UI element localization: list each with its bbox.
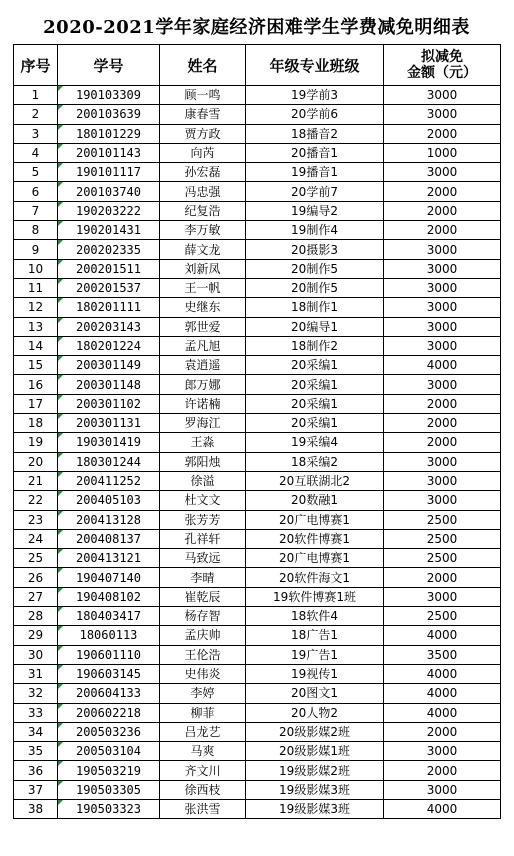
cell-class[interactable]: 19视传1 [246, 664, 384, 683]
cell-amount[interactable]: 2000 [384, 761, 501, 780]
cell-student-id[interactable]: 200301148 [58, 375, 160, 394]
cell-index[interactable]: 10 [14, 259, 58, 278]
header-amount-line2: 金额（元） [407, 65, 477, 81]
table-row [14, 742, 501, 761]
cell-amount[interactable]: 3000 [384, 452, 501, 471]
cell-class[interactable]: 20软件博赛1 [246, 529, 384, 548]
cell-name[interactable]: 柳菲 [160, 703, 246, 722]
table-row [14, 722, 501, 741]
cell-amount[interactable]: 3000 [384, 375, 501, 394]
cell-student-id[interactable]: 200604133 [58, 684, 160, 703]
cell-student-id[interactable]: 200101143 [58, 143, 160, 162]
cell-student-id[interactable]: 190203222 [58, 201, 160, 220]
cell-class[interactable]: 18制作2 [246, 336, 384, 355]
cell-index[interactable]: 24 [14, 529, 58, 548]
cell-index[interactable]: 19 [14, 433, 58, 452]
cell-amount[interactable]: 2000 [384, 414, 501, 433]
cell-class[interactable]: 20编导1 [246, 317, 384, 336]
header-index[interactable]: 序号 [14, 45, 58, 86]
cell-student-id[interactable]: 190201431 [58, 221, 160, 240]
cell-index[interactable]: 23 [14, 510, 58, 529]
cell-index[interactable]: 32 [14, 684, 58, 703]
cell-name[interactable]: 孔祥轩 [160, 529, 246, 548]
cell-index[interactable]: 34 [14, 722, 58, 741]
cell-index[interactable]: 1 [14, 86, 58, 105]
cell-class[interactable]: 20图文1 [246, 684, 384, 703]
cell-amount[interactable]: 4000 [384, 626, 501, 645]
cell-amount[interactable]: 2000 [384, 433, 501, 452]
cell-name[interactable]: 马致远 [160, 549, 246, 568]
cell-student-id[interactable]: 18060113 [58, 626, 160, 645]
cell-name[interactable]: 罗海江 [160, 414, 246, 433]
cell-index[interactable]: 9 [14, 240, 58, 259]
cell-index[interactable]: 11 [14, 278, 58, 297]
table-row [14, 182, 501, 201]
cell-name[interactable]: 顾一鸣 [160, 86, 246, 105]
cell-class[interactable]: 19学前3 [246, 86, 384, 105]
cell-student-id[interactable]: 200602218 [58, 703, 160, 722]
table-row [14, 452, 501, 471]
spreadsheet [13, 12, 500, 819]
table-row [14, 394, 501, 413]
table-row [14, 491, 501, 510]
table-row [14, 414, 501, 433]
cell-index[interactable]: 2 [14, 105, 58, 124]
table-row [14, 780, 501, 799]
table-row [14, 124, 501, 143]
cell-class[interactable]: 19级影媒3班 [246, 780, 384, 799]
cell-amount[interactable]: 3000 [384, 278, 501, 297]
cell-amount[interactable]: 3000 [384, 298, 501, 317]
header-class[interactable]: 年级专业班级 [246, 45, 384, 86]
cell-amount[interactable]: 2500 [384, 510, 501, 529]
cell-class[interactable]: 20广电博赛1 [246, 510, 384, 529]
cell-name[interactable]: 崔乾辰 [160, 587, 246, 606]
cell-index[interactable]: 35 [14, 742, 58, 761]
cell-class[interactable]: 20采编1 [246, 394, 384, 413]
cell-class[interactable]: 19播音1 [246, 163, 384, 182]
cell-student-id[interactable]: 190301419 [58, 433, 160, 452]
cell-student-id[interactable]: 200201537 [58, 278, 160, 297]
table-row [14, 799, 501, 818]
cell-amount[interactable]: 3000 [384, 587, 501, 606]
cell-class[interactable]: 19编导2 [246, 201, 384, 220]
cell-name[interactable]: 康春雪 [160, 105, 246, 124]
cell-student-id[interactable]: 190603145 [58, 664, 160, 683]
cell-name[interactable]: 史伟炎 [160, 664, 246, 683]
table-row [14, 761, 501, 780]
cell-class[interactable]: 19软件博赛1班 [246, 587, 384, 606]
cell-class[interactable]: 18软件4 [246, 607, 384, 626]
cell-index[interactable]: 7 [14, 201, 58, 220]
cell-student-id[interactable]: 190503305 [58, 780, 160, 799]
table-row [14, 568, 501, 587]
cell-amount[interactable]: 2000 [384, 201, 501, 220]
cell-index[interactable]: 20 [14, 452, 58, 471]
cell-student-id[interactable]: 200202335 [58, 240, 160, 259]
cell-amount[interactable]: 3000 [384, 163, 501, 182]
cell-student-id[interactable]: 200413121 [58, 549, 160, 568]
cell-class[interactable]: 20学前7 [246, 182, 384, 201]
table-row [14, 163, 501, 182]
cell-student-id[interactable]: 190103309 [58, 86, 160, 105]
cell-amount[interactable]: 2500 [384, 607, 501, 626]
cell-amount[interactable]: 2000 [384, 182, 501, 201]
cell-name[interactable]: 郭阳烛 [160, 452, 246, 471]
cell-class[interactable]: 19级影媒2班 [246, 761, 384, 780]
cell-amount[interactable]: 4000 [384, 799, 501, 818]
cell-name[interactable]: 郭世爱 [160, 317, 246, 336]
cell-amount[interactable]: 3000 [384, 259, 501, 278]
cell-name[interactable]: 徐西枝 [160, 780, 246, 799]
cell-index[interactable]: 31 [14, 664, 58, 683]
cell-index[interactable]: 25 [14, 549, 58, 568]
table-row [14, 645, 501, 664]
cell-index[interactable]: 8 [14, 221, 58, 240]
cell-student-id[interactable]: 180201224 [58, 336, 160, 355]
cell-student-id[interactable]: 200201511 [58, 259, 160, 278]
cell-name[interactable]: 李婷 [160, 684, 246, 703]
table-row [14, 703, 501, 722]
table-row [14, 278, 501, 297]
cell-name[interactable]: 王一帆 [160, 278, 246, 297]
header-name[interactable]: 姓名 [160, 45, 246, 86]
cell-name[interactable]: 吕龙艺 [160, 722, 246, 741]
cell-index[interactable]: 28 [14, 607, 58, 626]
cell-student-id[interactable]: 190503323 [58, 799, 160, 818]
cell-name[interactable]: 杨存智 [160, 607, 246, 626]
cell-amount[interactable]: 3000 [384, 240, 501, 259]
cell-name[interactable]: 张芳芳 [160, 510, 246, 529]
cell-amount[interactable]: 2500 [384, 529, 501, 548]
table-row [14, 587, 501, 606]
cell-student-id[interactable]: 180201111 [58, 298, 160, 317]
cell-student-id[interactable]: 180101229 [58, 124, 160, 143]
cell-class[interactable]: 18制作1 [246, 298, 384, 317]
cell-class[interactable]: 20人物2 [246, 703, 384, 722]
table-row [14, 336, 501, 355]
header-row [14, 45, 501, 86]
cell-student-id[interactable]: 200405103 [58, 491, 160, 510]
cell-name[interactable]: 薛文龙 [160, 240, 246, 259]
cell-student-id[interactable]: 200103740 [58, 182, 160, 201]
cell-index[interactable]: 14 [14, 336, 58, 355]
cell-index[interactable]: 6 [14, 182, 58, 201]
cell-name[interactable]: 张洪雪 [160, 799, 246, 818]
cell-amount[interactable]: 2000 [384, 124, 501, 143]
cell-name[interactable]: 杜文文 [160, 491, 246, 510]
cell-amount[interactable]: 3000 [384, 780, 501, 799]
cell-class[interactable]: 19级影媒3班 [246, 799, 384, 818]
table-row [14, 86, 501, 105]
cell-name[interactable]: 刘新凤 [160, 259, 246, 278]
cell-student-id[interactable]: 190101117 [58, 163, 160, 182]
table-row [14, 105, 501, 124]
cell-index[interactable]: 37 [14, 780, 58, 799]
cell-amount[interactable]: 1000 [384, 143, 501, 162]
cell-student-id[interactable]: 190408102 [58, 587, 160, 606]
cell-amount[interactable]: 3000 [384, 471, 501, 490]
cell-student-id[interactable]: 200503236 [58, 722, 160, 741]
cell-class[interactable]: 20级影媒2班 [246, 722, 384, 741]
cell-class[interactable]: 20互联湖北2 [246, 471, 384, 490]
cell-amount[interactable]: 3000 [384, 491, 501, 510]
table-row [14, 259, 501, 278]
cell-class[interactable]: 20数融1 [246, 491, 384, 510]
cell-class[interactable]: 18播音2 [246, 124, 384, 143]
cell-class[interactable]: 20制作5 [246, 278, 384, 297]
cell-class[interactable]: 20广电博赛1 [246, 549, 384, 568]
cell-index[interactable]: 15 [14, 356, 58, 375]
cell-index[interactable]: 27 [14, 587, 58, 606]
table-row [14, 510, 501, 529]
table-row [14, 471, 501, 490]
cell-name[interactable]: 袁逍遥 [160, 356, 246, 375]
cell-name[interactable]: 孙宏磊 [160, 163, 246, 182]
table-row [14, 240, 501, 259]
cell-class[interactable]: 20级影媒1班 [246, 742, 384, 761]
cell-index[interactable]: 36 [14, 761, 58, 780]
cell-amount[interactable]: 4000 [384, 664, 501, 683]
table-row [14, 433, 501, 452]
cell-class[interactable]: 20采编1 [246, 356, 384, 375]
cell-amount[interactable]: 3000 [384, 742, 501, 761]
cell-name[interactable]: 徐溢 [160, 471, 246, 490]
cell-index[interactable]: 33 [14, 703, 58, 722]
cell-name[interactable]: 郎万娜 [160, 375, 246, 394]
cell-name[interactable]: 许诺楠 [160, 394, 246, 413]
cell-student-id[interactable]: 200301102 [58, 394, 160, 413]
cell-amount[interactable]: 3000 [384, 317, 501, 336]
cell-name[interactable]: 冯忠强 [160, 182, 246, 201]
cell-class[interactable]: 20采编1 [246, 375, 384, 394]
table-row [14, 317, 501, 336]
cell-index[interactable]: 12 [14, 298, 58, 317]
table-row [14, 607, 501, 626]
header-amount[interactable] [384, 45, 501, 86]
cell-name[interactable]: 纪复浩 [160, 201, 246, 220]
relief-table [13, 44, 501, 819]
cell-student-id[interactable]: 190601110 [58, 645, 160, 664]
table-row [14, 221, 501, 240]
cell-amount[interactable]: 4000 [384, 684, 501, 703]
cell-index[interactable]: 17 [14, 394, 58, 413]
cell-amount[interactable]: 2000 [384, 722, 501, 741]
cell-name[interactable]: 向芮 [160, 143, 246, 162]
cell-index[interactable]: 22 [14, 491, 58, 510]
cell-index[interactable]: 13 [14, 317, 58, 336]
cell-student-id[interactable]: 200413128 [58, 510, 160, 529]
cell-name[interactable]: 孟庆帅 [160, 626, 246, 645]
cell-amount[interactable]: 2000 [384, 394, 501, 413]
cell-index[interactable]: 18 [14, 414, 58, 433]
cell-amount[interactable]: 3000 [384, 86, 501, 105]
cell-student-id[interactable]: 200203143 [58, 317, 160, 336]
table-row [14, 549, 501, 568]
cell-name[interactable]: 孟凡旭 [160, 336, 246, 355]
cell-name[interactable]: 李万敏 [160, 221, 246, 240]
cell-class[interactable]: 20软件海文1 [246, 568, 384, 587]
cell-index[interactable]: 29 [14, 626, 58, 645]
cell-amount[interactable]: 3000 [384, 105, 501, 124]
table-row [14, 529, 501, 548]
table-row [14, 201, 501, 220]
table-row [14, 356, 501, 375]
cell-name[interactable]: 贾方政 [160, 124, 246, 143]
cell-class[interactable]: 20学前6 [246, 105, 384, 124]
sheet-title: 2020-2021学年家庭经济困难学生学费减免明细表 [43, 17, 470, 38]
cell-class[interactable]: 18广告1 [246, 626, 384, 645]
cell-name[interactable]: 王淼 [160, 433, 246, 452]
cell-index[interactable]: 26 [14, 568, 58, 587]
cell-amount[interactable]: 2000 [384, 568, 501, 587]
cell-student-id[interactable]: 180403417 [58, 607, 160, 626]
cell-index[interactable]: 21 [14, 471, 58, 490]
cell-amount[interactable]: 2500 [384, 549, 501, 568]
cell-index[interactable]: 5 [14, 163, 58, 182]
cell-index[interactable]: 30 [14, 645, 58, 664]
cell-class[interactable]: 18采编2 [246, 452, 384, 471]
cell-amount[interactable]: 3500 [384, 645, 501, 664]
cell-name[interactable]: 马爽 [160, 742, 246, 761]
cell-class[interactable]: 19制作4 [246, 221, 384, 240]
table-body [14, 86, 501, 819]
cell-amount[interactable]: 2000 [384, 221, 501, 240]
cell-student-id[interactable]: 190503219 [58, 761, 160, 780]
cell-class[interactable]: 20采编1 [246, 414, 384, 433]
table-row [14, 143, 501, 162]
cell-class[interactable]: 19采编4 [246, 433, 384, 452]
cell-student-id[interactable]: 200103639 [58, 105, 160, 124]
cell-student-id[interactable]: 200408137 [58, 529, 160, 548]
table-row [14, 664, 501, 683]
cell-class[interactable]: 20制作5 [246, 259, 384, 278]
cell-name[interactable]: 李晴 [160, 568, 246, 587]
cell-class[interactable]: 20摄影3 [246, 240, 384, 259]
cell-class[interactable]: 19广告1 [246, 645, 384, 664]
cell-amount[interactable]: 4000 [384, 703, 501, 722]
cell-class[interactable]: 20播音1 [246, 143, 384, 162]
cell-name[interactable]: 齐文川 [160, 761, 246, 780]
cell-index[interactable]: 3 [14, 124, 58, 143]
cell-name[interactable]: 史继东 [160, 298, 246, 317]
cell-student-id[interactable]: 200503104 [58, 742, 160, 761]
header-student-id[interactable]: 学号 [58, 45, 160, 86]
table-row [14, 298, 501, 317]
cell-index[interactable]: 38 [14, 799, 58, 818]
cell-index[interactable]: 16 [14, 375, 58, 394]
header-amount-line1: 拟减免 [421, 49, 463, 65]
table-row [14, 375, 501, 394]
cell-student-id[interactable]: 200301131 [58, 414, 160, 433]
cell-student-id[interactable]: 180301244 [58, 452, 160, 471]
table-row [14, 684, 501, 703]
cell-index[interactable]: 4 [14, 143, 58, 162]
table-row [14, 626, 501, 645]
cell-amount[interactable]: 4000 [384, 356, 501, 375]
cell-amount[interactable]: 3000 [384, 336, 501, 355]
cell-student-id[interactable]: 190407140 [58, 568, 160, 587]
cell-student-id[interactable]: 200301149 [58, 356, 160, 375]
cell-student-id[interactable]: 200411252 [58, 471, 160, 490]
cell-name[interactable]: 王伦浩 [160, 645, 246, 664]
